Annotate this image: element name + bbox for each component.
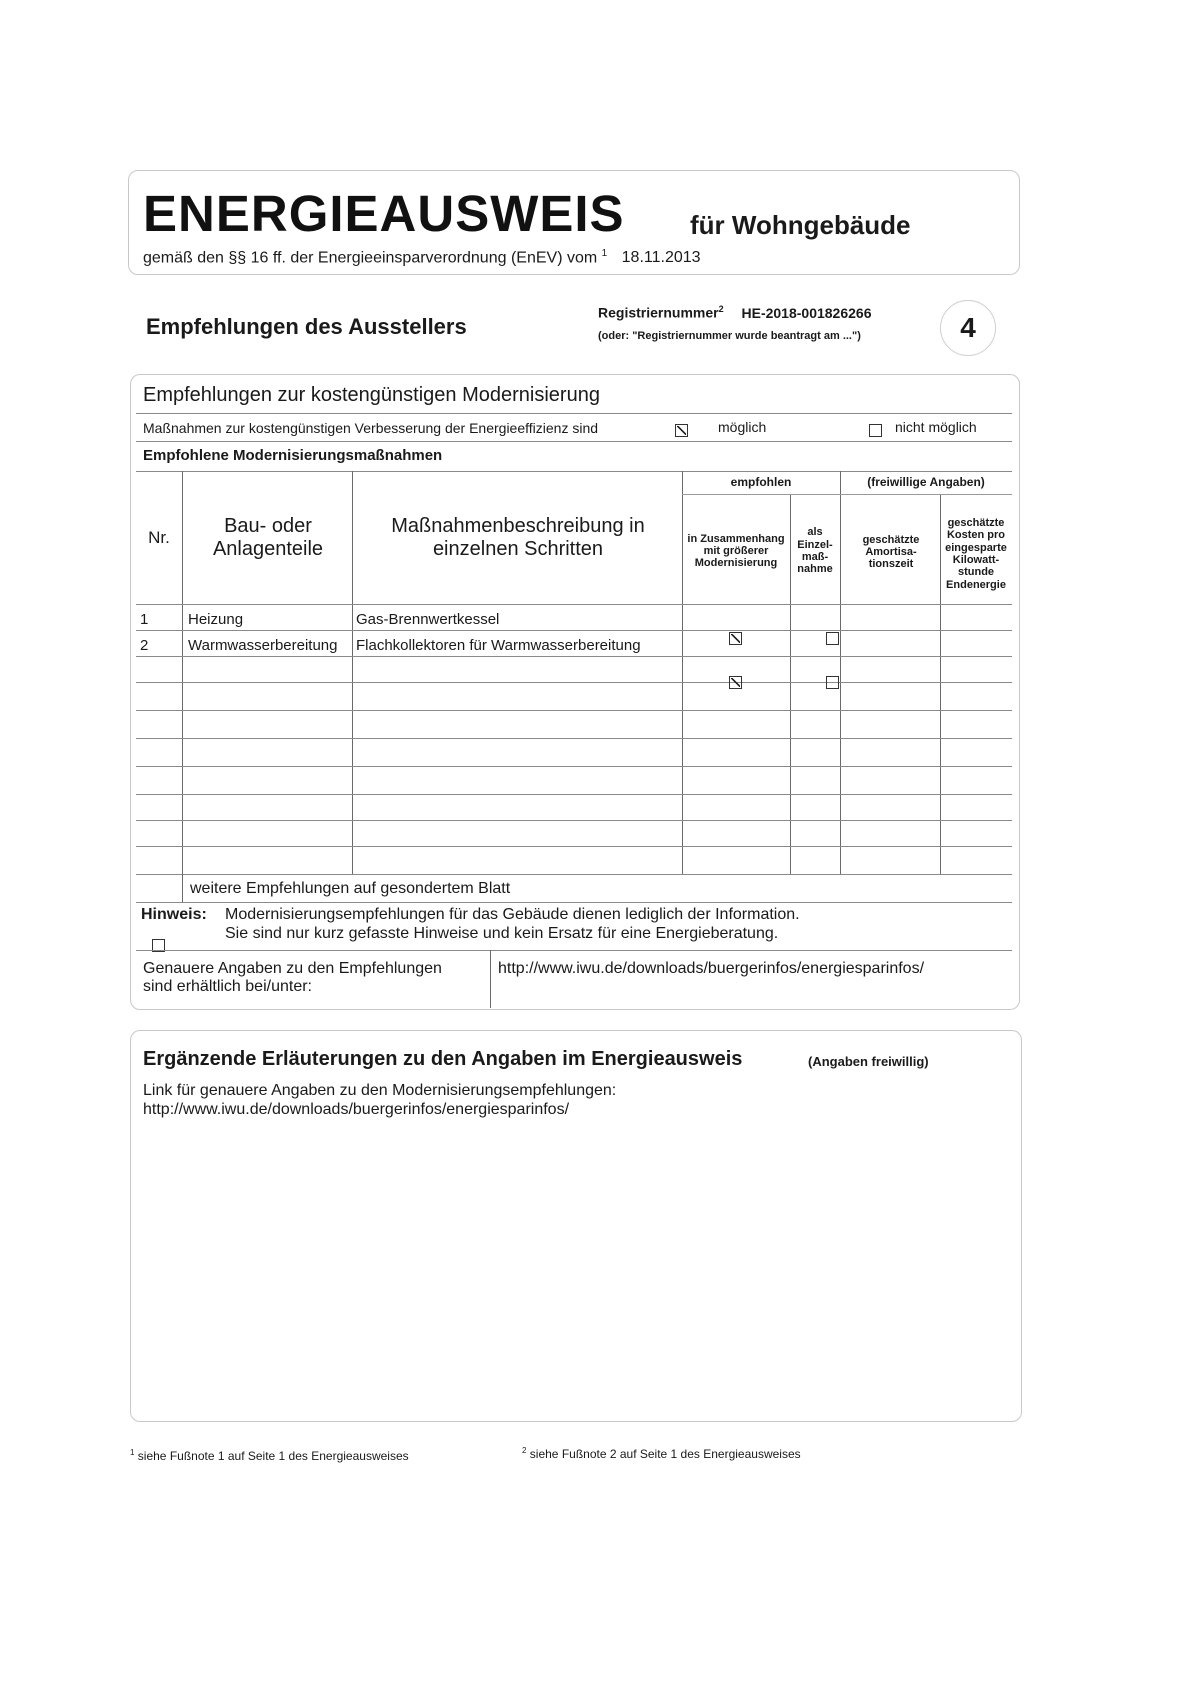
col-header-single: als Einzel-maß-nahme [797,526,833,576]
explanations-line-2[interactable]: http://www.iwu.de/downloads/buergerinfos/energiesparinfos/ [143,1101,570,1118]
footnote-2: $^2$ siehe Fußnote 2 auf Seite 1 des Energieausweises [522,1446,801,1461]
col-header-component: Bau- oder Anlagenteile [212,515,324,560]
explanations-line-1: Link für genauere Angaben zu den Modernisierungsempfehlungen: [143,1082,617,1099]
registration-note: (oder: "Registriernummer wurde beantragt am ...") [598,330,861,342]
row-nr: 1 [140,611,149,628]
header-subtitle: gemäß den §§ 16 ff. der Energieeinsparverordnung (EnEV) vom $^1$ 18.11.2013 [143,248,701,267]
page-number: 4 [960,312,976,343]
footnote-1: $^1$ siehe Fußnote 1 auf Seite 1 des Energieausweises [130,1448,409,1463]
registration-line: Registriernummer$^2$ HE-2018-001826266 [598,304,872,321]
col-header-recommended: empfohlen [730,475,792,490]
info-label-line-2: sind erhältlich bei/unter: [143,978,312,995]
row-nr: 2 [140,637,149,654]
document-title [143,184,625,243]
col-header-description: Maßnahmenbeschreibung in einzelnen Schritten [391,515,645,560]
explanations-voluntary-note: (Angaben freiwillig) [808,1054,929,1069]
title-suffix: für Wohngebäude [690,210,911,240]
hint-line-2: Sie sind nur kurz gefasste Hinweise und kein Ersatz für eine Energieberatung. [225,925,779,942]
page-number-badge [940,300,996,356]
info-url-link[interactable]: http://www.iwu.de/downloads/buergerinfos/energiesparinfos/ [498,960,925,977]
col-header-nr: Nr. [148,527,170,547]
row-component: Warmwasserbereitung [188,637,338,654]
not-possible-checkbox[interactable] [869,424,882,437]
row-description: Flachkollektoren für Warmwasserbereitung [356,637,641,654]
row-single-checkbox[interactable] [826,632,839,645]
possible-checkbox[interactable] [675,424,688,437]
not-possible-label: nicht möglich [895,419,977,435]
col-header-payback: geschätzte Amortisa-tionszeit [862,533,920,571]
recommendations-heading: Empfehlungen zur kostengünstigen Modernisierung [143,384,600,406]
registration-label: Registriernummer [598,304,719,321]
explanations-heading: Ergänzende Erläuterungen zu den Angaben im Energieausweis [143,1048,743,1070]
col-header-in-context: in Zusammenhang mit größerer Modernisierung [687,532,785,570]
hint-line-1: Modernisierungsempfehlungen für das Gebäude dienen lediglich der Information. [225,906,800,923]
col-header-voluntary: (freiwillige Angaben) [867,475,985,490]
table-title: Empfohlene Modernisierungsmaßnahmen [143,447,443,464]
section-title: Empfehlungen des Ausstellers [146,314,467,339]
row-in-context-checkbox[interactable] [729,676,742,689]
registration-number: HE-2018-001826266 [741,304,872,321]
info-label-line-1: Genauere Angaben zu den Empfehlungen [143,960,442,977]
more-recommendations-label: weitere Empfehlungen auf gesondertem Blatt [190,880,511,897]
col-header-cost: geschätzte Kosten pro eingesparte Kilowatt-stunde Endenergie [945,517,1007,591]
title-main: ENERGIEAUSWEIS [143,185,625,242]
row-in-context-checkbox[interactable] [729,632,742,645]
row-component: Heizung [188,611,244,628]
footnote-mark: 1 [601,248,608,259]
hint-label: Hinweis: [141,906,207,923]
issue-date: 18.11.2013 [621,249,701,267]
row-description: Gas-Brennwertkessel [356,611,500,628]
possible-label: möglich [718,419,767,435]
row-single-checkbox[interactable] [826,676,839,689]
measures-text: Maßnahmen zur kostengünstigen Verbesserung der Energieeffizienz sind [143,420,599,436]
